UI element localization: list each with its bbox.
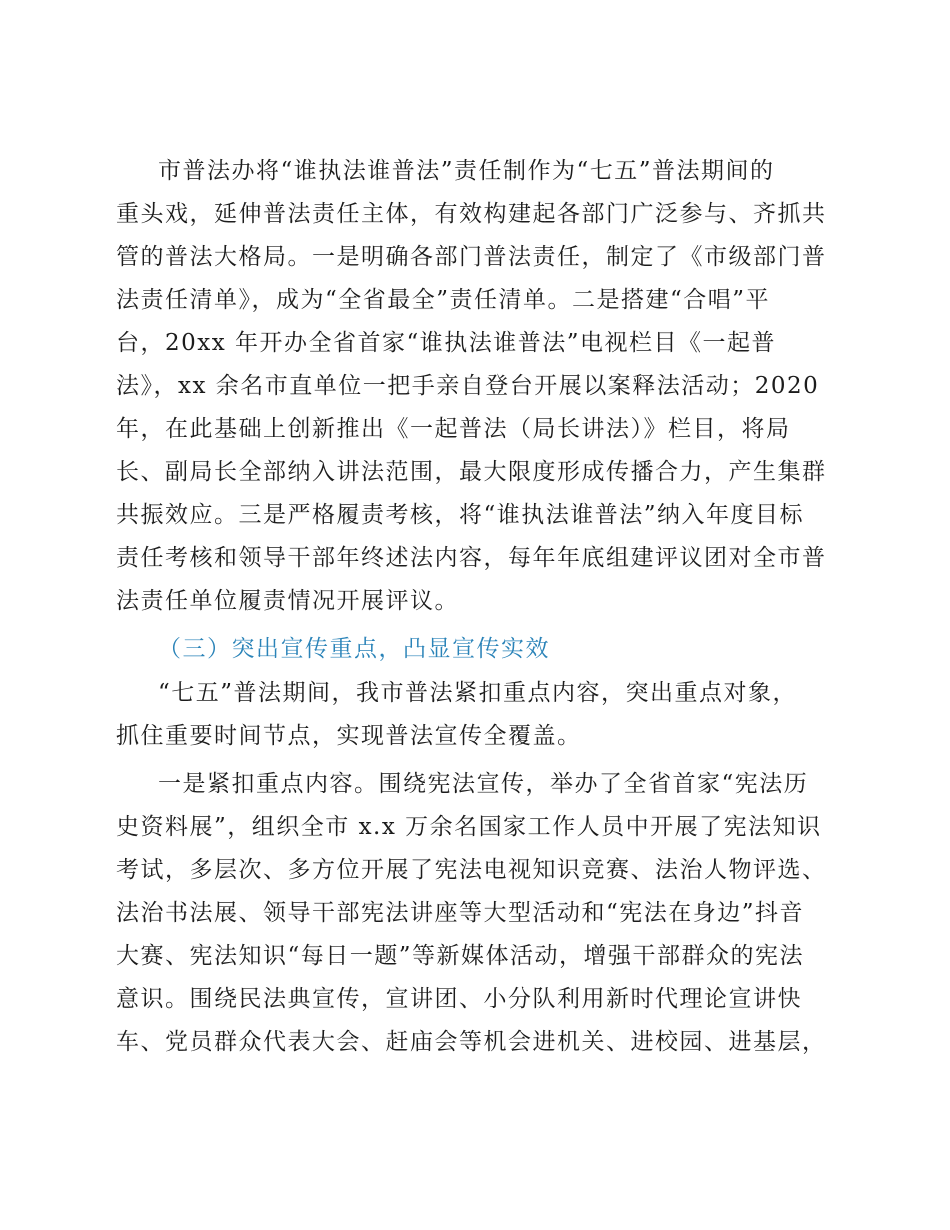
text-line: 责任考核和领导干部年终述法内容，每年年底组建评议团对全市普 <box>116 545 827 571</box>
text-line: 重头戏，延伸普法责任主体，有效构建起各部门广泛参与、齐抓共 <box>116 201 827 227</box>
paragraph-key-content <box>116 763 836 1064</box>
paragraph-responsibility-system <box>116 150 836 623</box>
text-line: 台，20xx 年开办全省首家“谁执法谁普法”电视栏目《一起普 <box>116 330 777 356</box>
text-line: 考试，多层次、多方位开展了宪法电视知识竞赛、法治人物评选、 <box>116 857 827 883</box>
text-line: 管的普法大格局。一是明确各部门普法责任，制定了《市级部门普 <box>116 244 827 270</box>
text-line: 年，在此基础上创新推出《一起普法（局长讲法）》栏目，将局 <box>116 416 791 442</box>
text-line: 史资料展”，组织全市 x.x 万余名国家工作人员中开展了宪法知识 <box>116 814 822 840</box>
text-line: 法责任单位履责情况开展评议。 <box>116 588 459 614</box>
text-line: 大赛、宪法知识“每日一题”等新媒体活动，增强干部群众的宪法 <box>116 943 805 969</box>
text-line: 抓住重要时间节点，实现普法宣传全覆盖。 <box>116 723 582 749</box>
text-line: 车、党员群众代表大会、赶庙会等机会进机关、进校园、进基层， <box>116 1029 827 1055</box>
text-line: 法治书法展、领导干部宪法讲座等大型活动和“宪法在身边”抖音 <box>116 900 805 926</box>
paragraph-qiwu-overview <box>116 672 836 758</box>
text-line: “七五”普法期间，我市普法紧扣重点内容，突出重点对象， <box>158 680 798 706</box>
text-line: 意识。围绕民法典宣传，宣讲团、小分队利用新时代理论宣讲快 <box>116 986 802 1012</box>
text-line: 法》，xx 余名市直单位一把手亲自登台开展以案释法活动；2020 <box>116 373 820 399</box>
section-heading: （三）突出宣传重点，凸显宣传实效 <box>158 636 550 662</box>
text-line: 一是紧扣重点内容。围绕宪法宣传，举办了全省首家“宪法历 <box>158 771 809 797</box>
text-line: 市普法办将“谁执法谁普法”责任制作为“七五”普法期间的 <box>158 158 775 184</box>
text-line: 共振效应。三是严格履责考核，将“谁执法谁普法”纳入年度目标 <box>116 502 805 528</box>
text-line: 长、副局长全部纳入讲法范围，最大限度形成传播合力，产生集群 <box>116 459 827 485</box>
text-line: 法责任清单》，成为“全省最全”责任清单。二是搭建“合唱”平 <box>116 287 771 313</box>
